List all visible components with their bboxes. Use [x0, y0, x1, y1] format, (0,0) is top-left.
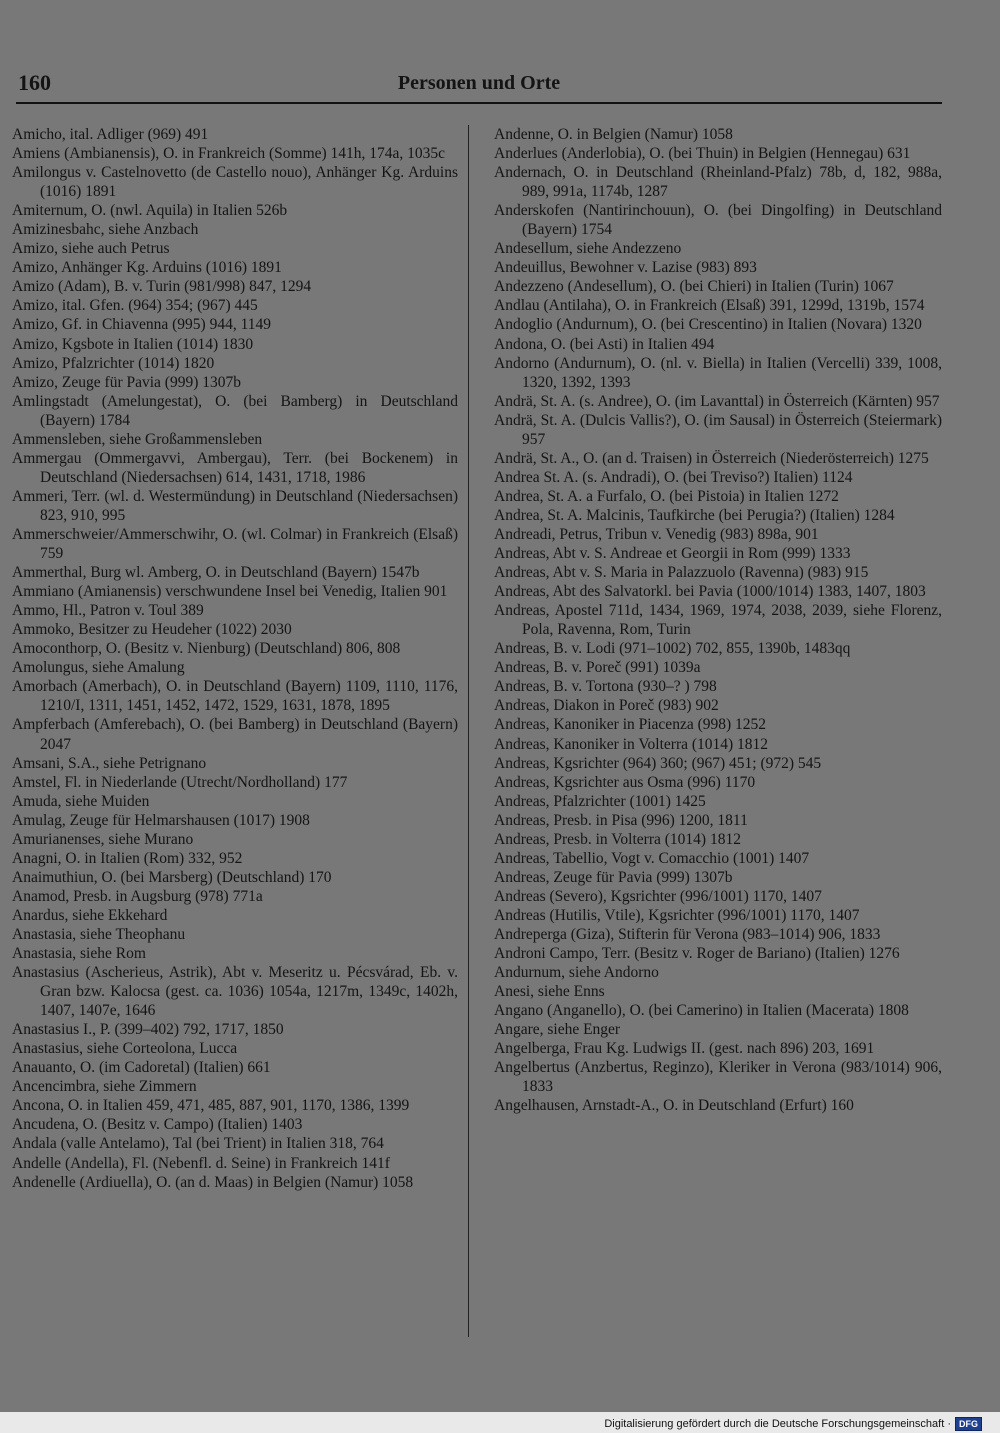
index-entry: Anagni, O. in Italien (Rom) 332, 952: [12, 849, 243, 867]
index-entry: Andreas, Presb. in Volterra (1014) 1812: [494, 830, 741, 848]
index-entry: Andreas, Abt v. S. Maria in Palazzuolo (Ravenna) (983) 915: [494, 564, 869, 582]
running-title: Personen und Orte: [397, 72, 561, 94]
index-entry: Andenne, O. in Belgien (Namur) 1058: [494, 126, 733, 143]
index-entry: Ammerschweier/Ammerschwihr, O. (wl. Colmar) in Frankreich (Elsaß) 759: [12, 525, 458, 563]
index-entry: Amizo, siehe auch Petrus: [12, 240, 170, 258]
index-entry: Anastasius (Ascherieus, Astrik), Abt v. Meseritz u. Pécsvárad, Eb. v. Gran bzw. Kalocsa (gest. ca. 1036) 1054a, 1217m, 1349c, 1402h, 1407, 1407e, 1646: [12, 964, 458, 1020]
index-entry: Andreas, Kgsrichter aus Osma (996) 1170: [494, 773, 756, 791]
index-entry: Amsani, S.A., siehe Petrignano: [12, 754, 207, 772]
index-entry: Andreas, Kgsrichter (964) 360; (967) 451; (972) 545: [494, 754, 822, 772]
index-entry: Amorbach (Amerbach), O. in Deutschland (Bayern) 1109, 1110, 1176, 1210/I, 1311, 1451, 1452, 1472, 1529, 1631, 1878, 1895: [12, 678, 458, 715]
index-entry: Anesi, siehe Enns: [494, 983, 605, 1001]
index-entry: Andreas, Abt v. S. Andreae et Georgii in Rom (999) 1333: [494, 545, 851, 563]
index-entry: Amicho, ital. Adliger (969) 491: [12, 126, 209, 143]
index-entry: Anastasius, siehe Corteolona, Lucca: [12, 1040, 238, 1058]
index-entry: Andreas, Zeuge für Pavia (999) 1307b: [494, 868, 733, 886]
index-entry: Amlingstadt (Amelungestat), O. (bei Bamberg) in Deutschland (Bayern) 1784: [12, 392, 458, 429]
index-entry: Andrä, St. A. (s. Andree), O. (im Lavanttal) in Österreich (Kärnten) 957: [494, 392, 940, 410]
index-entry: Andreas (Hutilis, Vtile), Kgsrichter (996/1001) 1170, 1407: [494, 906, 860, 924]
index-entry: Andreas, Diakon in Poreč (983) 902: [494, 697, 719, 715]
index-entry: Andernach, O. in Deutschland (Rheinland-Pfalz) 78b, d, 182, 988a, 989, 991a, 1174b, 1287: [494, 164, 942, 201]
page-header: [16, 68, 942, 104]
index-column-right: [494, 125, 942, 1115]
footer-credit: [604, 1417, 982, 1431]
index-entry: Andrea, St. A. a Furfalo, O. (bei Pistoia) in Italien 1272: [494, 487, 839, 505]
index-entry: Angelbertus (Anzbertus, Reginzo), Kleriker in Verona (983/1014) 906, 1833: [494, 1059, 942, 1096]
index-entry: Ammiano (Amianensis) verschwundene Insel bei Venedig, Italien 901: [12, 583, 448, 601]
dfg-logo: DFG: [955, 1417, 982, 1431]
index-entry: Andreas, Abt des Salvatorkl. bei Pavia (1000/1014) 1383, 1407, 1803: [494, 583, 926, 601]
index-entry: Anamod, Presb. in Augsburg (978) 771a: [12, 887, 263, 905]
index-entry: Andreas, B. v. Lodi (971–1002) 702, 855, 1390b, 1483qq: [494, 640, 851, 658]
index-entry: Anastasia, siehe Rom: [12, 945, 146, 963]
index-entry: Ammergau (Ommergavvi, Ambergau), Terr. (bei Bockenem) in Deutschland (Niedersachsen) 614, 1431, 1718, 1986: [12, 449, 458, 486]
index-entry: Andreas, Pfalzrichter (1001) 1425: [494, 792, 706, 810]
index-entry: Andreperga (Giza), Stifterin für Verona (983–1014) 906, 1833: [494, 925, 881, 943]
index-entry: Andala (valle Antelamo), Tal (bei Trient) in Italien 318, 764: [12, 1135, 384, 1153]
index-entry: Amizo, Gf. in Chiavenna (995) 944, 1149: [12, 316, 272, 334]
index-entry: Andeuillus, Bewohner v. Lazise (983) 893: [494, 259, 757, 277]
index-entry: Angano (Anganello), O. (bei Camerino) in Italien (Macerata) 1808: [494, 1002, 909, 1020]
index-entry: Anaimuthiun, O. (bei Marsberg) (Deutschland) 170: [12, 868, 332, 886]
index-entry: Andreas, Kanoniker in Piacenza (998) 1252: [494, 716, 767, 734]
index-entry: Anauanto, O. (im Cadoretal) (Italien) 661: [12, 1059, 271, 1077]
index-entry: Ancudena, O. (Besitz v. Campo) (Italien) 1403: [12, 1116, 303, 1134]
index-entry: Andurnum, siehe Andorno: [494, 964, 659, 982]
index-entry: Andreas, Kanoniker in Volterra (1014) 1812: [494, 735, 769, 753]
index-entry: Andrä, St. A. (Dulcis Vallis?), O. (im Sausal) in Österreich (Steiermark) 957: [494, 411, 942, 448]
index-column-left: [12, 125, 458, 1192]
index-entry: Ancencimbra, siehe Zimmern: [12, 1078, 197, 1096]
index-entry: Amizinesbahc, siehe Anzbach: [12, 221, 199, 239]
index-entry: Andezzeno (Andesellum), O. (bei Chieri) in Italien (Turin) 1067: [494, 278, 894, 296]
index-entry: Angare, siehe Enger: [494, 1021, 621, 1039]
index-entry: Andona, O. (bei Asti) in Italien 494: [494, 335, 715, 353]
index-entry: Ammoko, Besitzer zu Heudeher (1022) 2030: [12, 621, 292, 639]
index-entry: Amolungus, siehe Amalung: [12, 659, 185, 677]
index-entry: Amurianenses, siehe Murano: [12, 830, 194, 848]
index-entry: Andrea, St. A. Malcinis, Taufkirche (bei Perugia?) (Italien) 1284: [494, 506, 895, 524]
index-entry: Andorno (Andurnum), O. (nl. v. Biella) in Italien (Vercelli) 339, 1008, 1320, 1392, 1393: [494, 354, 942, 391]
index-entry: Amulag, Zeuge für Helmarshausen (1017) 1908: [12, 811, 310, 829]
index-entry: Amiens (Ambianensis), O. in Frankreich (Somme) 141h, 174a, 1035c: [12, 145, 446, 163]
index-entry: Andreas, Presb. in Pisa (996) 1200, 1811: [494, 811, 748, 829]
index-entry: Anderskofen (Nantirinchouun), O. (bei Dingolfing) in Deutschland (Bayern) 1754: [494, 202, 942, 239]
index-entry: Andreas, Apostel 711d, 1434, 1969, 1974, 2038, 2039, siehe Florenz, Pola, Ravenna, Rom, Turin: [494, 602, 942, 639]
index-entry: Andenelle (Ardiuella), O. (an d. Maas) in Belgien (Namur) 1058: [12, 1173, 414, 1191]
page-number: 160: [18, 70, 51, 95]
index-entry: Amiternum, O. (nwl. Aquila) in Italien 526b: [12, 202, 288, 220]
index-entry: Andrea St. A. (s. Andradi), O. (bei Treviso?) Italien) 1124: [494, 468, 853, 486]
index-entry: Andesellum, siehe Andezzeno: [494, 240, 682, 258]
index-entry: Andreadi, Petrus, Tribun v. Venedig (983) 898a, 901: [494, 525, 819, 543]
index-entry: Andlau (Antilaha), O. in Frankreich (Elsaß) 391, 1299d, 1319b, 1574: [494, 297, 925, 315]
footer-credit-text: Digitalisierung gefördert durch die Deutsche Forschungsgemeinschaft ·: [604, 1418, 951, 1430]
index-entry: Andoglio (Andurnum), O. (bei Crescentino) in Italien (Novara) 1320: [494, 316, 922, 334]
index-entry: Andreas, B. v. Poreč (991) 1039a: [494, 659, 701, 677]
index-entry: Andelle (Andella), Fl. (Nebenfl. d. Seine) in Frankreich 141f: [12, 1154, 390, 1172]
index-entry: Amizo (Adam), B. v. Turin (981/998) 847, 1294: [12, 278, 312, 296]
index-entry: Androni Campo, Terr. (Besitz v. Roger de Bariano) (Italien) 1276: [494, 945, 900, 963]
index-entry: Andreas, B. v. Tortona (930–? ) 798: [494, 678, 717, 696]
index-entry: Ampferbach (Amferebach), O. (bei Bamberg) in Deutschland (Bayern) 2047: [12, 716, 458, 753]
index-entry: Ammeri, Terr. (wl. d. Westermündung) in Deutschland (Niedersachsen) 823, 910, 995: [12, 487, 458, 524]
index-entry: Amizo, Anhänger Kg. Arduins (1016) 1891: [12, 259, 282, 277]
column-divider: [468, 125, 469, 1337]
index-entry: Amilongus v. Castelnovetto (de Castello nouo), Anhänger Kg. Arduins (1016) 1891: [12, 164, 458, 201]
index-entry: Andreas, Tabellio, Vogt v. Comacchio (1001) 1407: [494, 849, 810, 867]
index-entry: Ammo, Hl., Patron v. Toul 389: [12, 602, 204, 620]
index-entry: Amizo, Pfalzrichter (1014) 1820: [12, 354, 215, 372]
index-entry: Anardus, siehe Ekkehard: [12, 906, 168, 924]
index-entry: Ammensleben, siehe Großammensleben: [12, 430, 263, 448]
index-entry: Angelhausen, Arnstadt-A., O. in Deutschland (Erfurt) 160: [494, 1097, 854, 1115]
index-entry: Ammerthal, Burg wl. Amberg, O. in Deutschland (Bayern) 1547b: [12, 564, 420, 582]
index-entry: Ancona, O. in Italien 459, 471, 485, 887, 901, 1170, 1386, 1399: [12, 1097, 410, 1115]
index-entry: Angelberga, Frau Kg. Ludwigs II. (gest. nach 896) 203, 1691: [494, 1040, 875, 1058]
index-entry: Amizo, ital. Gfen. (964) 354; (967) 445: [12, 297, 258, 315]
index-entry: Amizo, Zeuge für Pavia (999) 1307b: [12, 373, 241, 391]
index-entry: Amoconthorp, O. (Besitz v. Nienburg) (Deutschland) 806, 808: [12, 640, 401, 658]
index-entry: Andreas (Severo), Kgsrichter (996/1001) 1170, 1407: [494, 887, 822, 905]
index-entry: Anastasius I., P. (399–402) 792, 1717, 1850: [12, 1021, 284, 1039]
index-entry: Amstel, Fl. in Niederlande (Utrecht/Nordholland) 177: [12, 773, 348, 791]
index-entry: Anastasia, siehe Theophanu: [12, 925, 186, 943]
index-entry: Anderlues (Anderlobia), O. (bei Thuin) in Belgien (Hennegau) 631: [494, 145, 911, 163]
index-entry: Andrä, St. A., O. (an d. Traisen) in Österreich (Niederösterreich) 1275: [494, 449, 929, 467]
index-entry: Amuda, siehe Muiden: [12, 792, 150, 810]
index-entry: Amizo, Kgsbote in Italien (1014) 1830: [12, 335, 254, 353]
